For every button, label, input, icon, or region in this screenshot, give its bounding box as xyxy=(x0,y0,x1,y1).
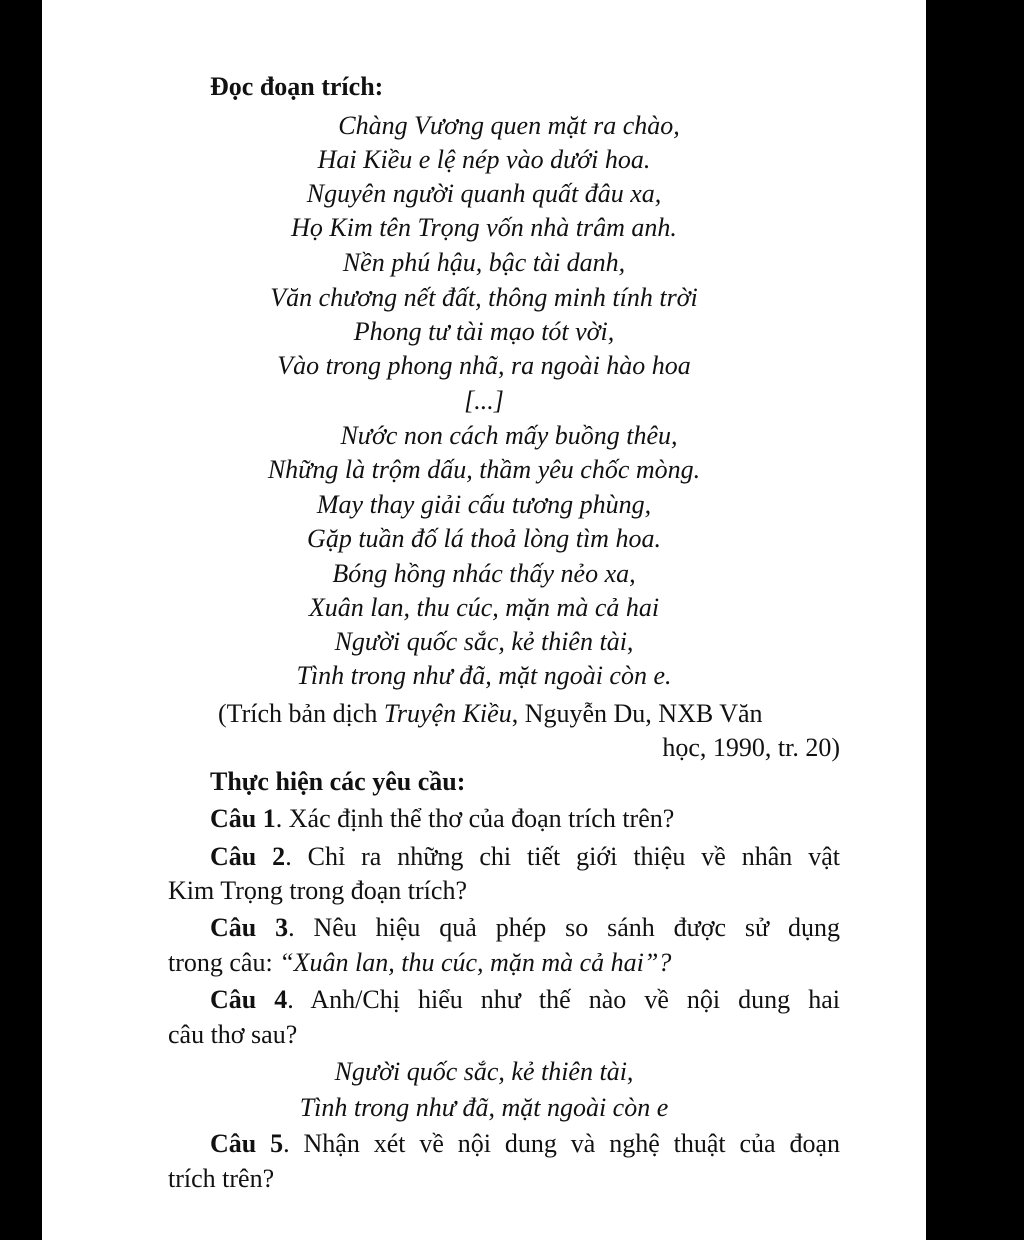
question-3: Câu 3. Nêu hiệu quả phép so sánh được sử dụng xyxy=(210,913,840,942)
poem-line: Vào trong phong nhã, ra ngoài hào hoa xyxy=(277,351,691,380)
poem-line: Nền phú hậu, bậc tài danh, xyxy=(342,248,626,277)
poem-ellipsis: [...] xyxy=(464,386,504,415)
question-2: Câu 2. Chỉ ra những chi tiết giới thiệu về nhân vật xyxy=(210,842,840,871)
poem-line: Nguyên người quanh quất đâu xa, xyxy=(306,179,662,208)
poem-line: Những là trộm dấu, thầm yêu chốc mòng. xyxy=(267,455,701,484)
poem-line: Chàng Vương quen mặt ra chào, xyxy=(338,111,680,140)
poem-line: Họ Kim tên Trọng vốn nhà trâm anh. xyxy=(291,213,677,242)
document-page xyxy=(42,0,926,1240)
poem-line: Xuân lan, thu cúc, mặn mà cả hai xyxy=(308,593,660,622)
question-4-cont: câu thơ sau? xyxy=(168,1020,298,1049)
source-citation: (Trích bản dịch Truyện Kiều, Nguyễn Du, NXB Văn xyxy=(218,699,763,728)
poem-line: Gặp tuần đố lá thoả lòng tìm hoa. xyxy=(307,524,661,553)
question-4: Câu 4. Anh/Chị hiểu như thế nào về nội dung hai xyxy=(210,985,840,1014)
poem-line: Hai Kiều e lệ nép vào dưới hoa. xyxy=(317,145,651,174)
source-citation-cont: học, 1990, tr. 20) xyxy=(662,733,840,762)
question-2-cont: Kim Trọng trong đoạn trích? xyxy=(168,876,467,905)
poem-line: May thay giải cấu tương phùng, xyxy=(316,490,652,519)
poem-line: Phong tư tài mạo tót vời, xyxy=(353,317,615,346)
poem-line: Văn chương nết đất, thông minh tính trời xyxy=(270,283,698,312)
question-1: Câu 1. Xác định thể thơ của đoạn trích trên? xyxy=(210,804,675,833)
poem-line: Người quốc sắc, kẻ thiên tài, xyxy=(334,627,634,656)
quoted-poem-line: Tình trong như đã, mặt ngoài còn e xyxy=(299,1093,669,1122)
tasks-heading: Thực hiện các yêu cầu: xyxy=(210,767,466,796)
question-5-cont: trích trên? xyxy=(168,1164,275,1193)
read-heading: Đọc đoạn trích: xyxy=(210,72,384,101)
poem-line: Bóng hồng nhác thấy nẻo xa, xyxy=(332,559,636,588)
quoted-poem-line: Người quốc sắc, kẻ thiên tài, xyxy=(334,1057,634,1086)
question-5: Câu 5. Nhận xét về nội dung và nghệ thuật của đoạn xyxy=(210,1129,840,1158)
question-3-cont: trong câu: “Xuân lan, thu cúc, mặn mà cả hai”? xyxy=(168,948,672,977)
poem-line: Nước non cách mấy buồng thêu, xyxy=(340,421,678,450)
poem-line: Tình trong như đã, mặt ngoài còn e. xyxy=(296,661,672,690)
